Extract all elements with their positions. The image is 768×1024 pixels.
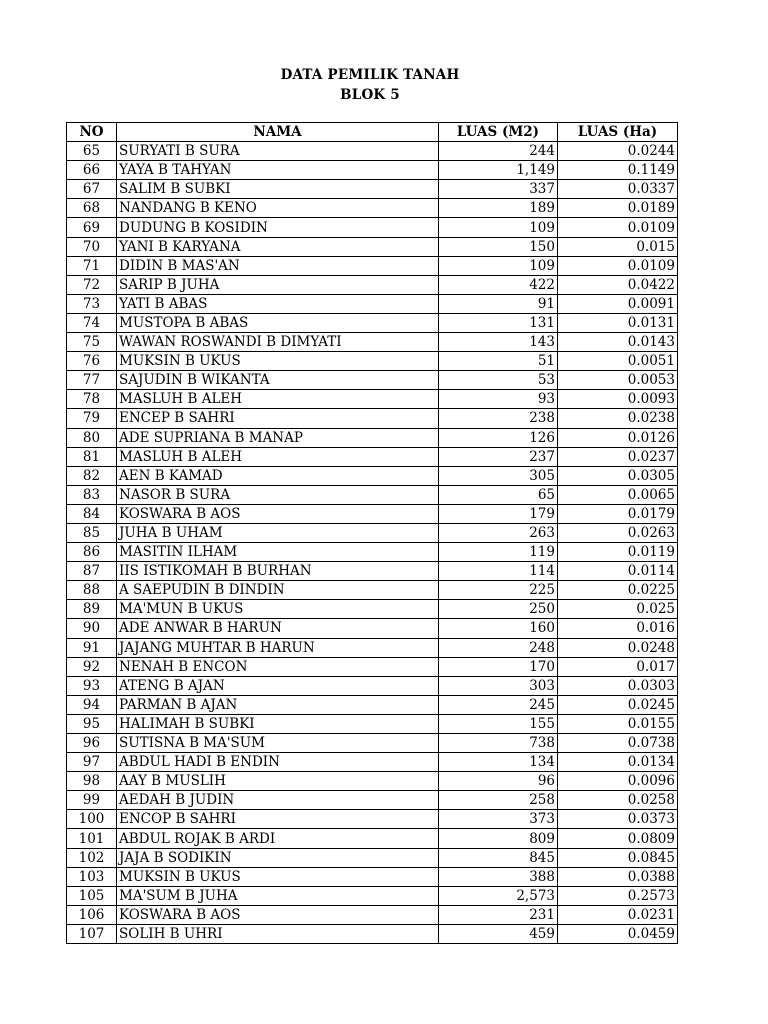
row-luas-ha: 0.0189 [558, 199, 678, 218]
row-luas-m2: 248 [439, 638, 558, 657]
table-row [67, 791, 678, 810]
row-luas-ha: 0.0131 [558, 313, 678, 332]
row-luas-ha: 0.0237 [558, 447, 678, 466]
row-no: 99 [67, 791, 117, 810]
table-row [67, 180, 678, 199]
row-luas-ha: 0.0337 [558, 180, 678, 199]
row-no: 106 [67, 905, 117, 924]
row-nama: MA'SUM B JUHA [117, 886, 439, 905]
table-row [67, 275, 678, 294]
row-nama: YAYA B TAHYAN [117, 161, 439, 180]
row-nama: JAJANG MUHTAR B HARUN [117, 638, 439, 657]
document-title: DATA PEMILIK TANAH [280, 67, 460, 83]
row-nama: NENAH B ENCON [117, 657, 439, 676]
row-nama: MUKSIN B UKUS [117, 867, 439, 886]
row-luas-m2: 51 [439, 352, 558, 371]
row-nama: KOSWARA B AOS [117, 504, 439, 523]
row-nama: SALIM B SUBKI [117, 180, 439, 199]
row-luas-ha: 0.0053 [558, 371, 678, 390]
table-row [67, 867, 678, 886]
row-luas-ha: 0.0459 [558, 924, 678, 943]
table-row [67, 543, 678, 562]
row-luas-m2: 134 [439, 753, 558, 772]
table-row [67, 371, 678, 390]
row-nama: ENCOP B SAHRI [117, 810, 439, 829]
row-nama: A SAEPUDIN B DINDIN [117, 581, 439, 600]
table-row [67, 581, 678, 600]
row-luas-m2: 160 [439, 619, 558, 638]
row-no: 102 [67, 848, 117, 867]
row-luas-m2: 238 [439, 409, 558, 428]
row-luas-ha: 0.0143 [558, 333, 678, 352]
row-no: 85 [67, 523, 117, 542]
row-no: 73 [67, 294, 117, 313]
row-no: 97 [67, 753, 117, 772]
row-luas-m2: 96 [439, 772, 558, 791]
row-luas-m2: 109 [439, 218, 558, 237]
table-row [67, 523, 678, 542]
row-no: 80 [67, 428, 117, 447]
row-luas-ha: 0.0096 [558, 772, 678, 791]
row-no: 105 [67, 886, 117, 905]
row-nama: MASLUH B ALEH [117, 447, 439, 466]
row-luas-m2: 337 [439, 180, 558, 199]
table-header-row [67, 123, 678, 142]
row-no: 71 [67, 256, 117, 275]
row-luas-ha: 0.0119 [558, 543, 678, 562]
row-luas-m2: 388 [439, 867, 558, 886]
row-no: 86 [67, 543, 117, 562]
row-nama: PARMAN B AJAN [117, 695, 439, 714]
row-nama: NANDANG B KENO [117, 199, 439, 218]
table-row [67, 466, 678, 485]
row-luas-ha: 0.0093 [558, 390, 678, 409]
row-luas-ha: 0.0422 [558, 275, 678, 294]
row-nama: DIDIN B MAS'AN [117, 256, 439, 275]
row-no: 94 [67, 695, 117, 714]
row-nama: MUKSIN B UKUS [117, 352, 439, 371]
row-luas-ha: 0.0263 [558, 523, 678, 542]
table-row [67, 333, 678, 352]
row-nama: AEDAH B JUDIN [117, 791, 439, 810]
row-nama: ADE ANWAR B HARUN [117, 619, 439, 638]
table-row [67, 352, 678, 371]
row-luas-ha: 0.0244 [558, 142, 678, 161]
table-row [67, 714, 678, 733]
row-luas-m2: 422 [439, 275, 558, 294]
row-luas-ha: 0.0809 [558, 829, 678, 848]
row-luas-m2: 179 [439, 504, 558, 523]
header-no: NO [67, 123, 117, 142]
table-row [67, 218, 678, 237]
table-row [67, 695, 678, 714]
table-row [67, 734, 678, 753]
row-nama: NASOR B SURA [117, 485, 439, 504]
row-luas-m2: 244 [439, 142, 558, 161]
row-no: 87 [67, 562, 117, 581]
table-row [67, 638, 678, 657]
row-luas-ha: 0.1149 [558, 161, 678, 180]
row-nama: ADE SUPRIANA B MANAP [117, 428, 439, 447]
row-nama: AEN B KAMAD [117, 466, 439, 485]
row-nama: SURYATI B SURA [117, 142, 439, 161]
row-no: 91 [67, 638, 117, 657]
row-luas-ha: 0.0126 [558, 428, 678, 447]
row-luas-ha: 0.0373 [558, 810, 678, 829]
table-row [67, 504, 678, 523]
row-luas-m2: 189 [439, 199, 558, 218]
row-luas-ha: 0.0155 [558, 714, 678, 733]
table-row [67, 676, 678, 695]
row-no: 76 [67, 352, 117, 371]
row-luas-m2: 809 [439, 829, 558, 848]
table-row [67, 390, 678, 409]
row-nama: ATENG B AJAN [117, 676, 439, 695]
table-row [67, 657, 678, 676]
row-luas-m2: 1,149 [439, 161, 558, 180]
row-luas-m2: 170 [439, 657, 558, 676]
row-luas-m2: 109 [439, 256, 558, 275]
table-row [67, 772, 678, 791]
land-owner-table [66, 122, 678, 944]
row-no: 88 [67, 581, 117, 600]
row-nama: JAJA B SODIKIN [117, 848, 439, 867]
row-luas-ha: 0.0231 [558, 905, 678, 924]
row-nama: MASITIN ILHAM [117, 543, 439, 562]
table-row [67, 313, 678, 332]
row-no: 84 [67, 504, 117, 523]
row-luas-ha: 0.0109 [558, 256, 678, 275]
table-row [67, 924, 678, 943]
row-nama: ABDUL HADI B ENDIN [117, 753, 439, 772]
row-luas-m2: 114 [439, 562, 558, 581]
row-no: 70 [67, 237, 117, 256]
row-no: 66 [67, 161, 117, 180]
table-row [67, 161, 678, 180]
row-luas-m2: 119 [439, 543, 558, 562]
row-no: 77 [67, 371, 117, 390]
table-row [67, 142, 678, 161]
row-no: 100 [67, 810, 117, 829]
row-luas-m2: 143 [439, 333, 558, 352]
row-nama: KOSWARA B AOS [117, 905, 439, 924]
row-no: 72 [67, 275, 117, 294]
row-nama: WAWAN ROSWANDI B DIMYATI [117, 333, 439, 352]
row-no: 83 [67, 485, 117, 504]
row-no: 90 [67, 619, 117, 638]
table-row [67, 199, 678, 218]
row-luas-m2: 231 [439, 905, 558, 924]
row-luas-ha: 0.2573 [558, 886, 678, 905]
row-luas-m2: 91 [439, 294, 558, 313]
row-luas-ha: 0.017 [558, 657, 678, 676]
header-nama: NAMA [117, 123, 439, 142]
row-luas-ha: 0.025 [558, 600, 678, 619]
row-luas-m2: 65 [439, 485, 558, 504]
row-luas-m2: 845 [439, 848, 558, 867]
row-luas-m2: 131 [439, 313, 558, 332]
row-nama: SAJUDIN B WIKANTA [117, 371, 439, 390]
row-luas-ha: 0.0051 [558, 352, 678, 371]
row-no: 92 [67, 657, 117, 676]
row-luas-m2: 303 [439, 676, 558, 695]
table-row [67, 829, 678, 848]
row-nama: HALIMAH B SUBKI [117, 714, 439, 733]
row-luas-ha: 0.0303 [558, 676, 678, 695]
row-luas-ha: 0.0114 [558, 562, 678, 581]
table-row [67, 485, 678, 504]
row-no: 65 [67, 142, 117, 161]
row-luas-ha: 0.0091 [558, 294, 678, 313]
table-row [67, 810, 678, 829]
table-row [67, 753, 678, 772]
row-luas-m2: 305 [439, 466, 558, 485]
row-luas-m2: 53 [439, 371, 558, 390]
header-luas-ha: LUAS (Ha) [558, 123, 678, 142]
table-row [67, 447, 678, 466]
table-row [67, 237, 678, 256]
row-luas-ha: 0.015 [558, 237, 678, 256]
row-nama: YANI B KARYANA [117, 237, 439, 256]
row-nama: SOLIH B UHRI [117, 924, 439, 943]
row-no: 82 [67, 466, 117, 485]
row-no: 74 [67, 313, 117, 332]
row-nama: JUHA B UHAM [117, 523, 439, 542]
row-no: 75 [67, 333, 117, 352]
row-nama: ABDUL ROJAK B ARDI [117, 829, 439, 848]
row-luas-ha: 0.0845 [558, 848, 678, 867]
row-luas-m2: 373 [439, 810, 558, 829]
table-row [67, 848, 678, 867]
row-nama: YATI B ABAS [117, 294, 439, 313]
row-luas-m2: 155 [439, 714, 558, 733]
row-luas-ha: 0.0388 [558, 867, 678, 886]
row-luas-m2: 258 [439, 791, 558, 810]
row-luas-ha: 0.0238 [558, 409, 678, 428]
row-no: 96 [67, 734, 117, 753]
row-no: 95 [67, 714, 117, 733]
row-no: 69 [67, 218, 117, 237]
row-luas-m2: 245 [439, 695, 558, 714]
row-luas-m2: 738 [439, 734, 558, 753]
row-no: 107 [67, 924, 117, 943]
row-nama: IIS ISTIKOMAH B BURHAN [117, 562, 439, 581]
row-nama: MASLUH B ALEH [117, 390, 439, 409]
document-subtitle: BLOK 5 [340, 87, 400, 103]
row-nama: AAY B MUSLIH [117, 772, 439, 791]
row-luas-ha: 0.0065 [558, 485, 678, 504]
row-luas-ha: 0.0109 [558, 218, 678, 237]
row-luas-ha: 0.0248 [558, 638, 678, 657]
row-luas-m2: 225 [439, 581, 558, 600]
row-luas-ha: 0.0245 [558, 695, 678, 714]
table-row [67, 886, 678, 905]
row-no: 68 [67, 199, 117, 218]
row-luas-ha: 0.0179 [558, 504, 678, 523]
row-luas-m2: 150 [439, 237, 558, 256]
table-row [67, 428, 678, 447]
row-luas-ha: 0.016 [558, 619, 678, 638]
row-nama: SARIP B JUHA [117, 275, 439, 294]
row-no: 89 [67, 600, 117, 619]
row-nama: ENCEP B SAHRI [117, 409, 439, 428]
table-row [67, 256, 678, 275]
table-row [67, 600, 678, 619]
table-row [67, 409, 678, 428]
row-no: 103 [67, 867, 117, 886]
row-luas-ha: 0.0225 [558, 581, 678, 600]
row-luas-ha: 0.0305 [558, 466, 678, 485]
row-nama: MA'MUN B UKUS [117, 600, 439, 619]
table-row [67, 562, 678, 581]
table-body [67, 142, 678, 944]
row-no: 81 [67, 447, 117, 466]
row-no: 78 [67, 390, 117, 409]
row-no: 67 [67, 180, 117, 199]
row-no: 98 [67, 772, 117, 791]
row-luas-m2: 263 [439, 523, 558, 542]
row-no: 101 [67, 829, 117, 848]
header-luas-m2: LUAS (M2) [439, 123, 558, 142]
row-luas-m2: 250 [439, 600, 558, 619]
row-luas-m2: 459 [439, 924, 558, 943]
row-no: 79 [67, 409, 117, 428]
row-luas-ha: 0.0134 [558, 753, 678, 772]
row-luas-ha: 0.0738 [558, 734, 678, 753]
table-row [67, 294, 678, 313]
row-luas-m2: 126 [439, 428, 558, 447]
row-nama: SUTISNA B MA'SUM [117, 734, 439, 753]
row-luas-m2: 237 [439, 447, 558, 466]
table-row [67, 905, 678, 924]
row-no: 93 [67, 676, 117, 695]
row-nama: DUDUNG B KOSIDIN [117, 218, 439, 237]
table-row [67, 619, 678, 638]
row-luas-ha: 0.0258 [558, 791, 678, 810]
row-luas-m2: 93 [439, 390, 558, 409]
row-luas-m2: 2,573 [439, 886, 558, 905]
row-nama: MUSTOPA B ABAS [117, 313, 439, 332]
